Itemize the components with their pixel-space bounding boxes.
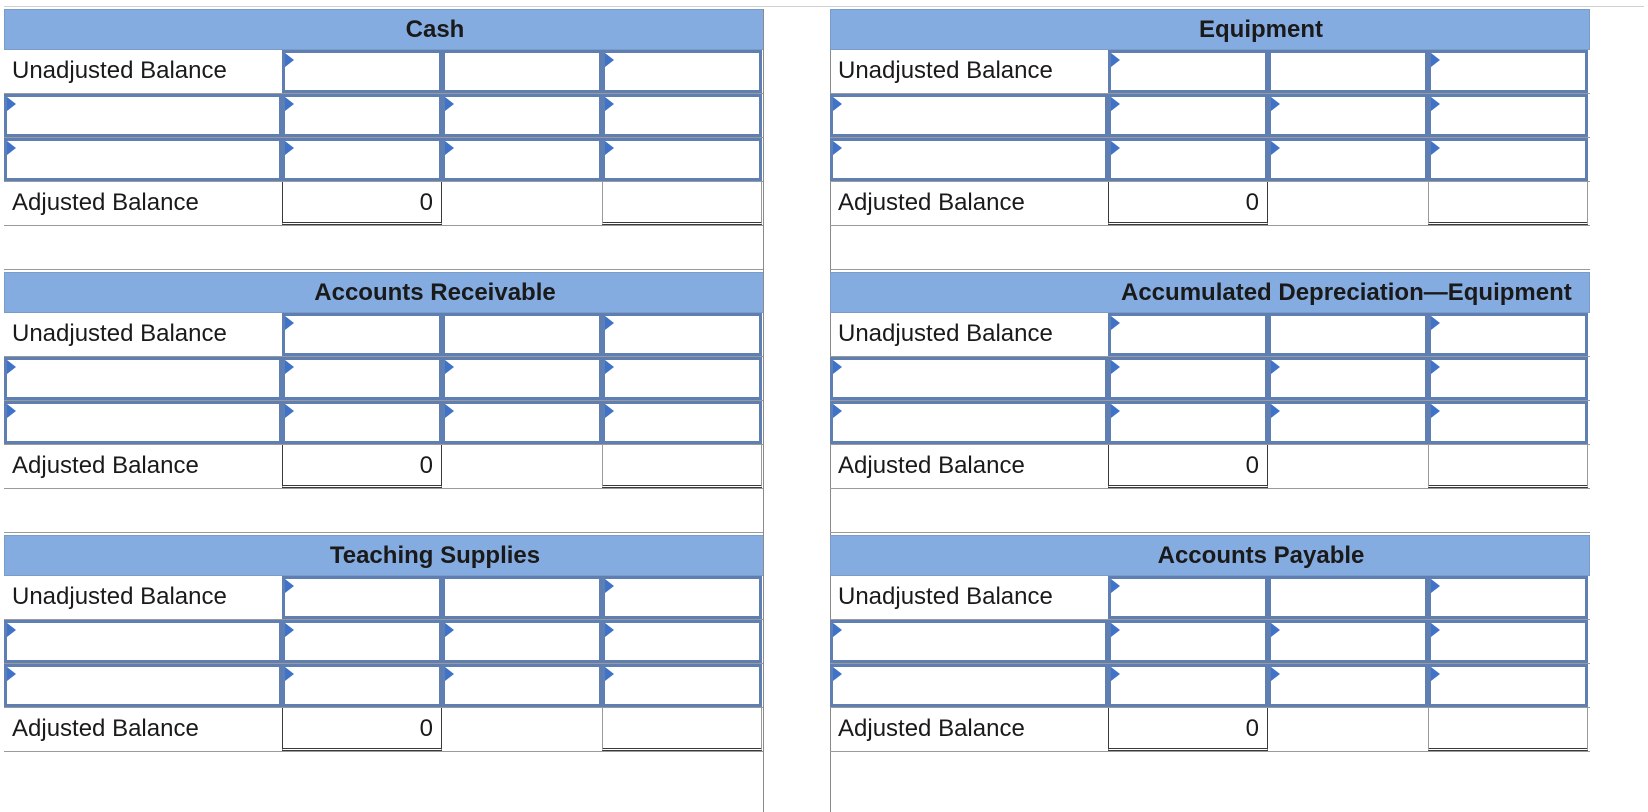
adjustment-ref-select[interactable] [830, 357, 1108, 400]
debit-amount-input[interactable] [1108, 620, 1268, 663]
adjusted-balance-row [830, 182, 1590, 226]
account-title: Accounts Payable [830, 535, 1590, 576]
debit-amount-input[interactable] [1108, 576, 1268, 619]
adjustment-row-2 [4, 664, 764, 708]
credit-amount-input[interactable] [602, 357, 762, 400]
adjustment-row-1 [830, 357, 1590, 401]
adjusted-credit-total [1428, 708, 1588, 751]
unadjusted-balance-label: Unadjusted Balance [12, 57, 227, 84]
adjustment-row-1 [4, 357, 764, 401]
adjusted-debit-total [1108, 445, 1268, 488]
adjustment-row-2 [830, 664, 1590, 708]
adjusted-value: 0 [419, 715, 433, 742]
debit-amount-input[interactable] [282, 357, 442, 400]
credit-amount-input[interactable] [1428, 313, 1588, 356]
adjusted-credit-total [602, 708, 762, 751]
unadjusted-balance-row [830, 313, 1590, 357]
debit-amount-input[interactable] [282, 138, 442, 181]
adjustment-ref-select[interactable] [442, 357, 602, 400]
separator-cell [442, 576, 602, 619]
adjustment-ref-select[interactable] [442, 94, 602, 137]
credit-amount-input[interactable] [602, 620, 762, 663]
unadjusted-balance-label: Unadjusted Balance [12, 583, 227, 610]
adjusted-balance-row [830, 708, 1590, 752]
credit-amount-input[interactable] [1428, 620, 1588, 663]
t-account-accounts-payable [830, 535, 1590, 798]
account-title: Accounts Receivable [4, 272, 764, 313]
adjustment-ref-select[interactable] [442, 620, 602, 663]
empty-cell [1268, 445, 1428, 488]
empty-cell [442, 708, 602, 751]
spacer-row [4, 226, 764, 270]
t-account-accounts-receivable [4, 272, 764, 535]
separator-cell [442, 50, 602, 93]
debit-amount-input[interactable] [282, 313, 442, 356]
adjustment-row-2 [4, 401, 764, 445]
unadjusted-balance-row [4, 576, 764, 620]
adjustment-row-1 [830, 620, 1590, 664]
adjustment-row-2 [830, 138, 1590, 182]
credit-amount-input[interactable] [1428, 138, 1588, 181]
adjusted-value: 0 [419, 452, 433, 479]
separator-cell [1268, 576, 1428, 619]
debit-amount-input[interactable] [1108, 357, 1268, 400]
adjusted-balance-label: Adjusted Balance [838, 189, 1025, 216]
adjustment-ref-select[interactable] [442, 664, 602, 707]
adjustment-ref-select[interactable] [1268, 138, 1428, 181]
adjusted-credit-total [1428, 445, 1588, 488]
adjustment-ref-select[interactable] [830, 138, 1108, 181]
adjustment-row-2 [830, 401, 1590, 445]
adjustment-row-1 [830, 94, 1590, 138]
unadjusted-balance-row [830, 50, 1590, 94]
credit-amount-input[interactable] [602, 50, 762, 93]
unadjusted-balance-row [830, 576, 1590, 620]
adjustment-ref-select[interactable] [442, 401, 602, 444]
unadjusted-balance-label: Unadjusted Balance [838, 583, 1053, 610]
adjusted-balance-label: Adjusted Balance [838, 715, 1025, 742]
empty-cell [442, 445, 602, 488]
adjusted-credit-total [602, 445, 762, 488]
top-divider [4, 6, 1644, 7]
adjustment-ref-select[interactable] [4, 620, 282, 663]
unadjusted-balance-label: Unadjusted Balance [838, 320, 1053, 347]
adjusted-balance-label: Adjusted Balance [12, 715, 199, 742]
adjusted-balance-label: Adjusted Balance [838, 452, 1025, 479]
adjusted-credit-total [602, 182, 762, 225]
adjusted-credit-total [1428, 182, 1588, 225]
unadjusted-balance-row [4, 313, 764, 357]
debit-amount-input[interactable] [1108, 313, 1268, 356]
adjustment-ref-select[interactable] [1268, 357, 1428, 400]
credit-amount-input[interactable] [1428, 94, 1588, 137]
empty-cell [1268, 708, 1428, 751]
credit-amount-input[interactable] [602, 664, 762, 707]
adjustment-ref-select[interactable] [830, 401, 1108, 444]
t-account-accumulated-depreciation-equipment [830, 272, 1590, 535]
t-account-cash [4, 9, 764, 272]
credit-amount-input[interactable] [1428, 401, 1588, 444]
empty-cell [1268, 182, 1428, 225]
adjusted-debit-total [282, 708, 442, 751]
adjustment-ref-select[interactable] [1268, 620, 1428, 663]
spacer-row [4, 489, 764, 533]
adjusted-debit-total [282, 445, 442, 488]
credit-amount-input[interactable] [1428, 357, 1588, 400]
adjusted-balance-label: Adjusted Balance [12, 452, 199, 479]
separator-cell [442, 313, 602, 356]
t-accounts-right-column [830, 9, 1590, 798]
t-account-teaching-supplies [4, 535, 764, 798]
credit-amount-input[interactable] [602, 313, 762, 356]
adjusted-balance-row [4, 445, 764, 489]
adjustment-row-2 [4, 138, 764, 182]
adjusted-debit-total [1108, 708, 1268, 751]
adjustment-ref-select[interactable] [4, 357, 282, 400]
account-title: Teaching Supplies [4, 535, 764, 576]
debit-amount-input[interactable] [282, 576, 442, 619]
account-title: Equipment [830, 9, 1590, 50]
credit-amount-input[interactable] [1428, 50, 1588, 93]
spacer-row [830, 489, 1590, 533]
adjusted-value: 0 [1245, 715, 1259, 742]
debit-amount-input[interactable] [1108, 401, 1268, 444]
account-title: Cash [4, 9, 764, 50]
unadjusted-balance-label: Unadjusted Balance [12, 320, 227, 347]
credit-amount-input[interactable] [1428, 664, 1588, 707]
adjusted-value: 0 [1245, 189, 1259, 216]
credit-amount-input[interactable] [1428, 576, 1588, 619]
credit-amount-input[interactable] [602, 576, 762, 619]
adjustment-ref-select[interactable] [4, 401, 282, 444]
debit-amount-input[interactable] [1108, 50, 1268, 93]
t-accounts-left-column [4, 9, 764, 798]
t-account-equipment [830, 9, 1590, 272]
adjusted-balance-row [830, 445, 1590, 489]
account-title: Accumulated Depreciation—Equipment [830, 272, 1590, 313]
adjustment-ref-select[interactable] [1268, 664, 1428, 707]
debit-amount-input[interactable] [282, 50, 442, 93]
adjusted-value: 0 [1245, 452, 1259, 479]
adjusted-balance-row [4, 182, 764, 226]
credit-amount-input[interactable] [602, 138, 762, 181]
debit-amount-input[interactable] [282, 94, 442, 137]
adjustment-row-1 [4, 620, 764, 664]
adjustment-ref-select[interactable] [1268, 401, 1428, 444]
adjusted-value: 0 [419, 189, 433, 216]
adjusted-balance-row [4, 708, 764, 752]
credit-amount-input[interactable] [602, 401, 762, 444]
adjustment-ref-select[interactable] [830, 664, 1108, 707]
debit-amount-input[interactable] [282, 401, 442, 444]
adjustment-row-1 [4, 94, 764, 138]
debit-amount-input[interactable] [282, 620, 442, 663]
separator-cell [1268, 50, 1428, 93]
adjustment-ref-select[interactable] [4, 138, 282, 181]
adjusted-balance-label: Adjusted Balance [12, 189, 199, 216]
unadjusted-balance-label: Unadjusted Balance [838, 57, 1053, 84]
debit-amount-input[interactable] [1108, 94, 1268, 137]
separator-cell [1268, 313, 1428, 356]
credit-amount-input[interactable] [602, 94, 762, 137]
unadjusted-balance-row [4, 50, 764, 94]
empty-cell [442, 182, 602, 225]
adjustment-ref-select[interactable] [1268, 94, 1428, 137]
spacer-row [830, 226, 1590, 270]
adjustment-ref-select[interactable] [830, 94, 1108, 137]
adjusted-debit-total [1108, 182, 1268, 225]
debit-amount-input[interactable] [1108, 664, 1268, 707]
adjustment-ref-select[interactable] [830, 620, 1108, 663]
debit-amount-input[interactable] [282, 664, 442, 707]
debit-amount-input[interactable] [1108, 138, 1268, 181]
adjusted-debit-total [282, 182, 442, 225]
adjustment-ref-select[interactable] [442, 138, 602, 181]
adjustment-ref-select[interactable] [4, 94, 282, 137]
adjustment-ref-select[interactable] [4, 664, 282, 707]
